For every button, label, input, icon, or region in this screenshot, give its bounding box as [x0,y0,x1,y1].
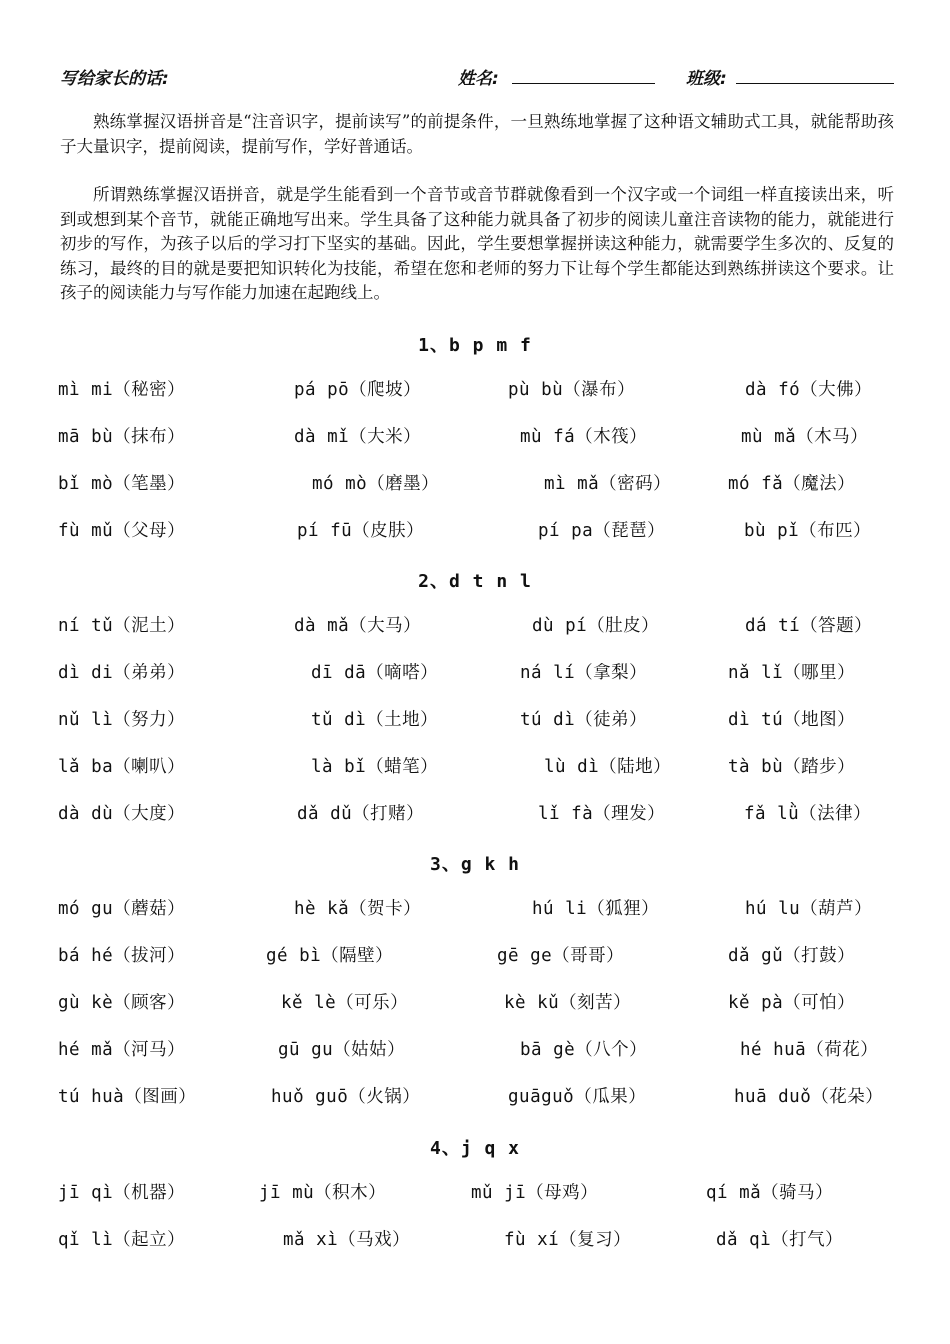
pinyin-word: gù kè（顾客） [58,993,186,1013]
word-row [0,376,950,406]
pinyin-word: dá tí（答题） [745,616,873,636]
pinyin-word: mì mi（秘密） [58,380,186,400]
letter-header [60,64,894,90]
pinyin-word: dī dā（嘀嗒） [311,663,439,683]
pinyin-word: huǒ guō（火锅） [271,1087,421,1107]
pinyin-word: dà dù（大度） [58,804,186,824]
word-row [0,517,950,547]
pinyin-word: nǎ lǐ（哪里） [728,663,856,683]
word-row [0,612,950,642]
word-row [0,942,950,972]
intro-paragraph: 熟练掌握汉语拼音是“注音识字，提前读写”的前提条件，一旦熟练地掌握了这种语文辅助式工具，就能帮助孩子大量识字，提前阅读，提前写作，学好普通话。 [60,112,894,156]
section-title: 4、j q x [429,1138,521,1159]
explanation-paragraph: 所谓熟练掌握汉语拼音，就是学生能看到一个音节或音节群就像看到一个汉字或一个词组一样直接读出来，听到或想到某个音节，就能正确地写出来。学生具备了这种能力就具备了初步的阅读儿童注音读物的能力，就能进行初步的写作，为孩子以后的学习打下坚实的基础。因此，学生要想掌握拼读这种能力，就需要学生多次的、反复的练习，最终的目的就是要把知识转化为技能，希望在您和老师的努力下让每个学生都能达到熟练拼读这个要求。让孩子的阅读能力与写作能力加速在起跑线上。 [60,185,894,302]
pinyin-word: mǎ xì（马戏） [283,1230,411,1250]
pinyin-word: fù xí（复习） [504,1230,632,1250]
pinyin-word: dǎ dǔ（打赌） [297,804,425,824]
pinyin-word: pí fū（皮肤） [297,521,425,541]
word-row [0,706,950,736]
pinyin-word: lǎ ba（喇叭） [58,757,186,777]
pinyin-word: bá hé（拔河） [58,946,186,966]
pinyin-word: dà fó（大佛） [745,380,873,400]
pinyin-word: dì di（弟弟） [58,663,186,683]
class-label: 班级: [686,69,727,89]
pinyin-word: bā gè（八个） [520,1040,648,1060]
word-row [0,1226,950,1256]
pinyin-word: gū gu（姑姑） [278,1040,406,1060]
name-label: 姓名: [458,69,499,89]
pinyin-word: hè kǎ（贺卡） [294,899,422,919]
pinyin-word: ní tǔ（泥土） [58,616,186,636]
pinyin-word: tǔ dì（土地） [311,710,439,730]
letter-greeting: 写给家长的话: [60,69,169,89]
pinyin-word: dà mǐ（大米） [294,427,422,447]
word-row [0,753,950,783]
pinyin-word: mó fǎ（魔法） [728,474,856,494]
pinyin-word: jī qì（机器） [58,1183,186,1203]
word-row [0,470,950,500]
pinyin-word: tú huà（图画） [58,1087,197,1107]
pinyin-word: mù fá（木筏） [520,427,648,447]
pinyin-word: pù bù（瀑布） [508,380,636,400]
word-row [0,1083,950,1113]
pinyin-word: mù mǎ（木马） [741,427,869,447]
pinyin-word: mó mò（磨墨） [312,474,440,494]
section-title: 1、b p m f [418,335,532,356]
pinyin-word: tà bù（踏步） [728,757,856,777]
pinyin-word: là bǐ（蜡笔） [311,757,439,777]
pinyin-word: mā bù（抹布） [58,427,186,447]
pinyin-word: huā duǒ（花朵） [734,1087,884,1107]
section-title: 2、d t n l [418,571,532,592]
pinyin-word: hé huā（荷花） [740,1040,879,1060]
pinyin-word: pí pa（琵琶） [538,521,666,541]
section-title: 3、g k h [429,854,521,875]
pinyin-word: lǐ fà（理发） [538,804,666,824]
word-row [0,423,950,453]
word-row [0,895,950,925]
pinyin-word: kě pà（可怕） [728,993,856,1013]
pinyin-word: jī mù（积木） [259,1183,387,1203]
pinyin-word: qǐ lì（起立） [58,1230,186,1250]
pinyin-word: gē ge（哥哥） [497,946,625,966]
pinyin-word: hú lu（葫芦） [745,899,873,919]
pinyin-word: dǎ gǔ（打鼓） [728,946,856,966]
pinyin-word: qí mǎ（骑马） [706,1183,834,1203]
word-row [0,989,950,1019]
pinyin-word: guāguǒ（瓜果） [508,1087,647,1107]
pinyin-word: nǔ lì（努力） [58,710,186,730]
pinyin-word: dǎ qì（打气） [716,1230,844,1250]
word-row [0,1036,950,1066]
pinyin-word: hú li（狐狸） [532,899,660,919]
pinyin-word: mǔ jī（母鸡） [471,1183,599,1203]
pinyin-word: fù mǔ（父母） [58,521,186,541]
name-blank-line[interactable] [512,83,655,84]
class-blank-line[interactable] [736,83,894,84]
pinyin-word: hé mǎ（河马） [58,1040,186,1060]
pinyin-word: pá pō（爬坡） [294,380,422,400]
pinyin-word: dù pí（肚皮） [532,616,660,636]
pinyin-word: mì mǎ（密码） [544,474,672,494]
pinyin-word: ná lí（拿梨） [520,663,648,683]
pinyin-word: dà mǎ（大马） [294,616,422,636]
pinyin-word: kě lè（可乐） [281,993,409,1013]
pinyin-word: bǐ mò（笔墨） [58,474,186,494]
pinyin-word: dì tú（地图） [728,710,856,730]
pinyin-word: mó gu（蘑菇） [58,899,186,919]
word-row [0,800,950,830]
pinyin-word: kè kǔ（刻苦） [504,993,632,1013]
pinyin-word: fǎ lǜ（法律） [744,804,872,824]
pinyin-word: bù pǐ（布匹） [744,521,872,541]
pinyin-word: tú dì（徒弟） [520,710,648,730]
word-row [0,659,950,689]
word-row [0,1179,950,1209]
pinyin-word: lù dì（陆地） [544,757,672,777]
pinyin-word: gé bì（隔壁） [266,946,394,966]
